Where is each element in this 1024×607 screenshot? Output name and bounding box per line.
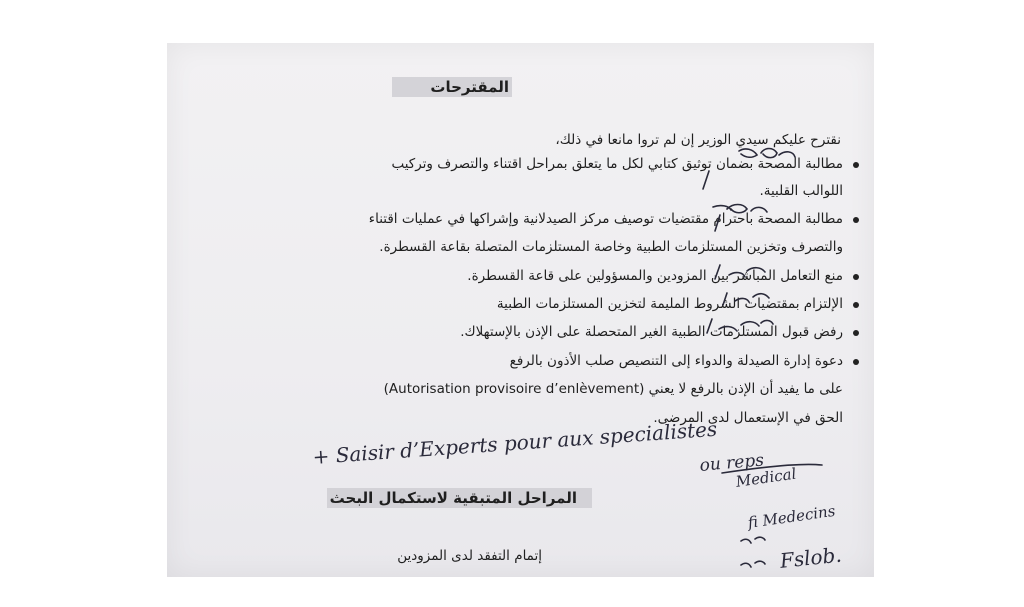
item-6-line-3: الحق في الإستعمال لدى المرضى. bbox=[653, 410, 843, 426]
item-3-line-1: منع التعامل المباشر بين المزودين والمسؤولين على قاعة القسطرة. bbox=[467, 268, 843, 284]
section2-title: المراحل المتبقية لاستكمال البحث bbox=[329, 489, 577, 507]
item-6-line-2: (Autorisation provisoire d’enlèvement) على ما يفيد أن الإذن بالرفع لا يعني bbox=[383, 381, 843, 397]
section-title: المقترحات bbox=[430, 78, 509, 96]
handwritten-note-line-1: + Saisir d’Experts pour aux specialistes bbox=[311, 416, 718, 469]
item-6-line-1: دعوة إدارة الصيدلة والدواء إلى التنصيص صلب الأذون بالرفع bbox=[509, 353, 843, 369]
item-1-line-1: مطالبة المصحة بضمان توثيق كتابي لكل ما يتعلق بمراحل اقتناء والتصرف وتركيب bbox=[391, 156, 843, 172]
item-4-line-1: الإلتزام بمقتضيات الشروط المليمة لتخزين المستلزمات الطبية bbox=[496, 296, 843, 312]
handwritten-check-marks bbox=[167, 43, 874, 577]
item-2-line-2: والتصرف وتخزين المستلزمات الطبية وخاصة المستلزمات المتصلة بقاعة القسطرة. bbox=[379, 239, 843, 255]
document-page bbox=[167, 43, 874, 577]
section2-item: إتمام التفقد لدى المزودين bbox=[397, 548, 542, 564]
intro-text: نقترح عليكم سيدي الوزير إن لم تروا مانعا في ذلك، bbox=[555, 132, 841, 148]
handwritten-note-line-3: Medical bbox=[734, 464, 798, 491]
item-5-line-1: رفض قبول المستلزمات الطبية الغير المتحصلة على الإذن بالإستهلاك. bbox=[460, 324, 843, 340]
handwritten-note-5: Fslob. bbox=[778, 542, 843, 573]
item-1-line-2: اللوالب القلبية. bbox=[759, 183, 843, 199]
handwritten-note-4: fi Medecins bbox=[746, 501, 837, 532]
item-2-line-1: مطالبة المصحة باحترام مقتضيات توصيف مركز الصيدلانية وإشراكها في عمليات اقتناء bbox=[368, 211, 843, 227]
handwritten-note-line-2: ou reps bbox=[698, 450, 765, 476]
